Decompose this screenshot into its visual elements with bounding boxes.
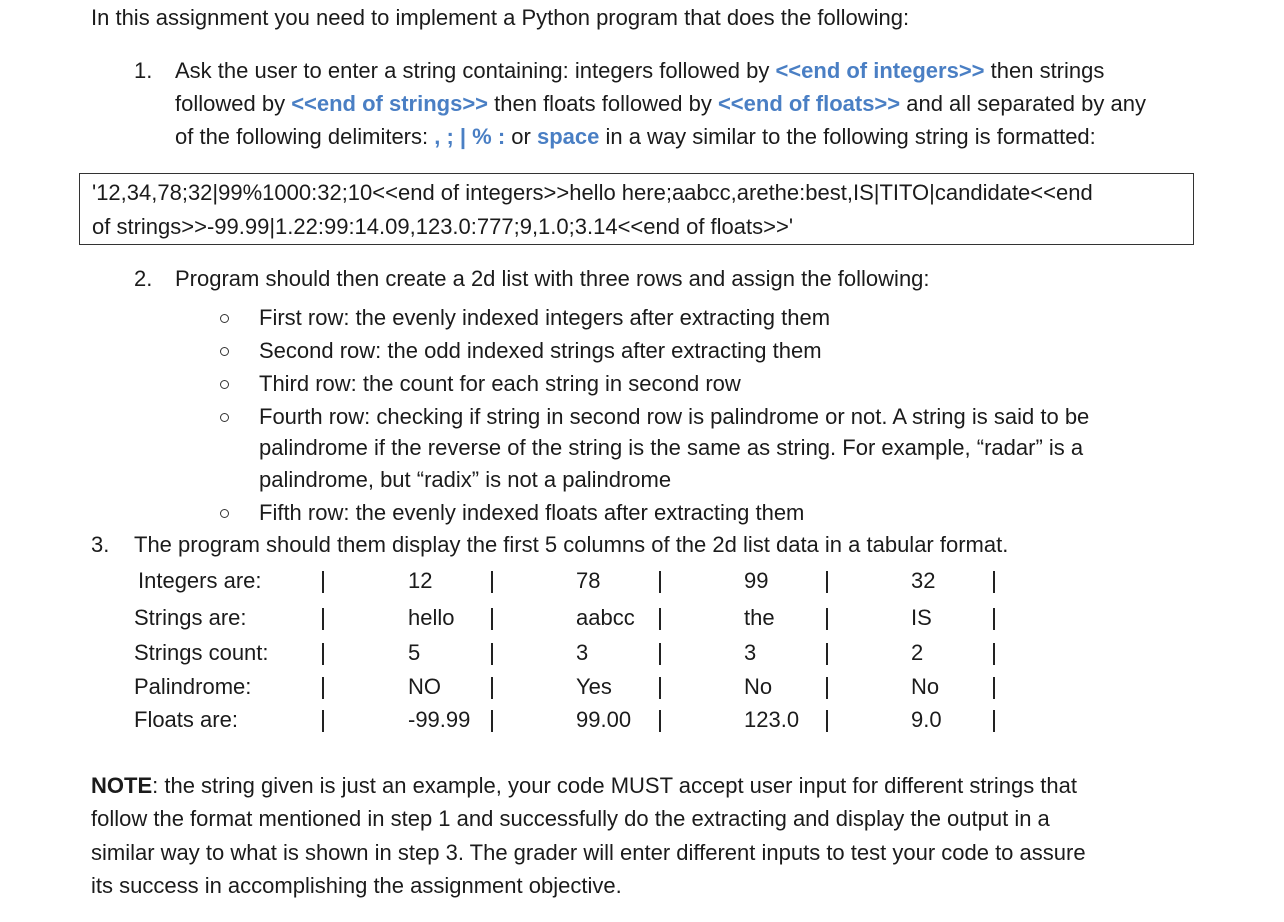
column-separator xyxy=(491,677,493,699)
column-separator xyxy=(659,608,661,630)
table-cell: 3 xyxy=(576,640,589,665)
step1-line2: followed by <<end of strings>> then floats followed by <<end of floats>> and all separated by any xyxy=(175,91,1146,116)
table-cell: -99.99 xyxy=(408,707,471,732)
step1-line1: Ask the user to enter a string containing: integers followed by <<end of integers>> then strings xyxy=(175,58,1105,83)
column-separator xyxy=(826,571,828,593)
step2-text: Program should then create a 2d list with three rows and assign the following: xyxy=(175,266,930,291)
bullet-circle-icon xyxy=(220,314,229,323)
bullet-third-row: Third row: the count for each string in second row xyxy=(259,371,741,396)
column-separator xyxy=(491,710,493,732)
column-separator xyxy=(993,677,995,699)
table-cell: 12 xyxy=(408,568,433,593)
bullet-fourth-row-cont1: palindrome if the reverse of the string is the same as string. For example, “radar” is a xyxy=(259,435,1084,460)
column-separator xyxy=(826,608,828,630)
table-cell: 3 xyxy=(744,640,757,665)
column-separator xyxy=(826,677,828,699)
column-separator xyxy=(993,643,995,665)
column-separator xyxy=(659,677,661,699)
example-string-box xyxy=(79,173,1194,245)
step3-text: The program should them display the first 5 columns of the 2d list data in a tabular format. xyxy=(134,532,1009,557)
example-line-2: of strings>>-99.99|1.22:99:14.09,123.0:777;9,1.0;3.14<<end of floats>>' xyxy=(92,214,794,239)
column-separator xyxy=(491,643,493,665)
table-cell: 5 xyxy=(408,640,421,665)
column-separator xyxy=(322,643,324,665)
bullet-circle-icon xyxy=(220,347,229,356)
table-cell: NO xyxy=(408,674,441,699)
column-separator xyxy=(322,677,324,699)
step2-number: 2. xyxy=(134,266,153,291)
note-line-2: follow the format mentioned in step 1 and successfully do the extracting and display the output in a xyxy=(91,806,1050,831)
column-separator xyxy=(659,571,661,593)
column-separator xyxy=(491,608,493,630)
table-cell: 78 xyxy=(576,568,601,593)
column-separator xyxy=(322,571,324,593)
step1-number: 1. xyxy=(134,58,153,83)
end-of-floats-marker: <<end of floats>> xyxy=(717,91,901,116)
table-cell: the xyxy=(744,605,775,630)
step1-line3: of the following delimiters: , ; | % : or space in a way similar to the following string is formatted: xyxy=(175,124,1096,149)
bullet-second-row: Second row: the odd indexed strings after extracting them xyxy=(259,338,822,363)
note-line-1: NOTE: the string given is just an example, your code MUST accept user input for different strings that xyxy=(91,773,1077,798)
table-cell: 99.00 xyxy=(576,707,632,732)
bullet-circle-icon xyxy=(220,509,229,518)
bullet-fifth-row: Fifth row: the evenly indexed floats after extracting them xyxy=(259,500,805,525)
note-line-3: similar way to what is shown in step 3. The grader will enter different inputs to test your code to assure xyxy=(91,840,1086,865)
note-label: NOTE xyxy=(91,773,153,798)
table-cell: 99 xyxy=(744,568,769,593)
table-cell: 2 xyxy=(911,640,924,665)
table-cell: 9.0 xyxy=(911,707,942,732)
table-cell: IS xyxy=(911,605,932,630)
intro-text: In this assignment you need to implement a Python program that does the following: xyxy=(91,5,910,30)
table-row-label: Strings count: xyxy=(134,640,269,665)
table-row-label: Strings are: xyxy=(134,605,247,630)
step3-number: 3. xyxy=(91,532,110,557)
space-delimiter: space xyxy=(536,124,600,149)
column-separator xyxy=(491,571,493,593)
table-cell: Yes xyxy=(576,674,612,699)
example-line-1: '12,34,78;32|99%1000:32;10<<end of integers>>hello here;aabcc,arethe:best,IS|TITO|candidate<<end xyxy=(92,180,1093,205)
column-separator xyxy=(993,571,995,593)
table-cell: hello xyxy=(408,605,455,630)
table-cell: No xyxy=(911,674,940,699)
bullet-circle-icon xyxy=(220,380,229,389)
delimiters-list: , ; | % : xyxy=(434,124,506,149)
bullet-first-row: First row: the evenly indexed integers after extracting them xyxy=(259,305,831,330)
column-separator xyxy=(322,710,324,732)
column-separator xyxy=(659,710,661,732)
table-row-label: Integers are: xyxy=(138,568,262,593)
column-separator xyxy=(993,710,995,732)
bullet-circle-icon xyxy=(220,413,229,422)
table-row-label: Palindrome: xyxy=(134,674,252,699)
note-line-4: its success in accomplishing the assignment objective. xyxy=(91,873,622,898)
end-of-integers-marker: <<end of integers>> xyxy=(775,58,985,83)
column-separator xyxy=(826,643,828,665)
table-cell: No xyxy=(744,674,773,699)
table-cell: aabcc xyxy=(576,605,635,630)
column-separator xyxy=(826,710,828,732)
column-separator xyxy=(659,643,661,665)
table-row-label: Floats are: xyxy=(134,707,238,732)
end-of-strings-marker: <<end of strings>> xyxy=(291,91,489,116)
bullet-fourth-row-cont2: palindrome, but “radix” is not a palindrome xyxy=(259,467,672,492)
table-cell: 123.0 xyxy=(744,707,800,732)
bullet-fourth-row: Fourth row: checking if string in second row is palindrome or not. A string is said to be xyxy=(259,404,1090,429)
column-separator xyxy=(993,608,995,630)
table-cell: 32 xyxy=(911,568,936,593)
column-separator xyxy=(322,608,324,630)
